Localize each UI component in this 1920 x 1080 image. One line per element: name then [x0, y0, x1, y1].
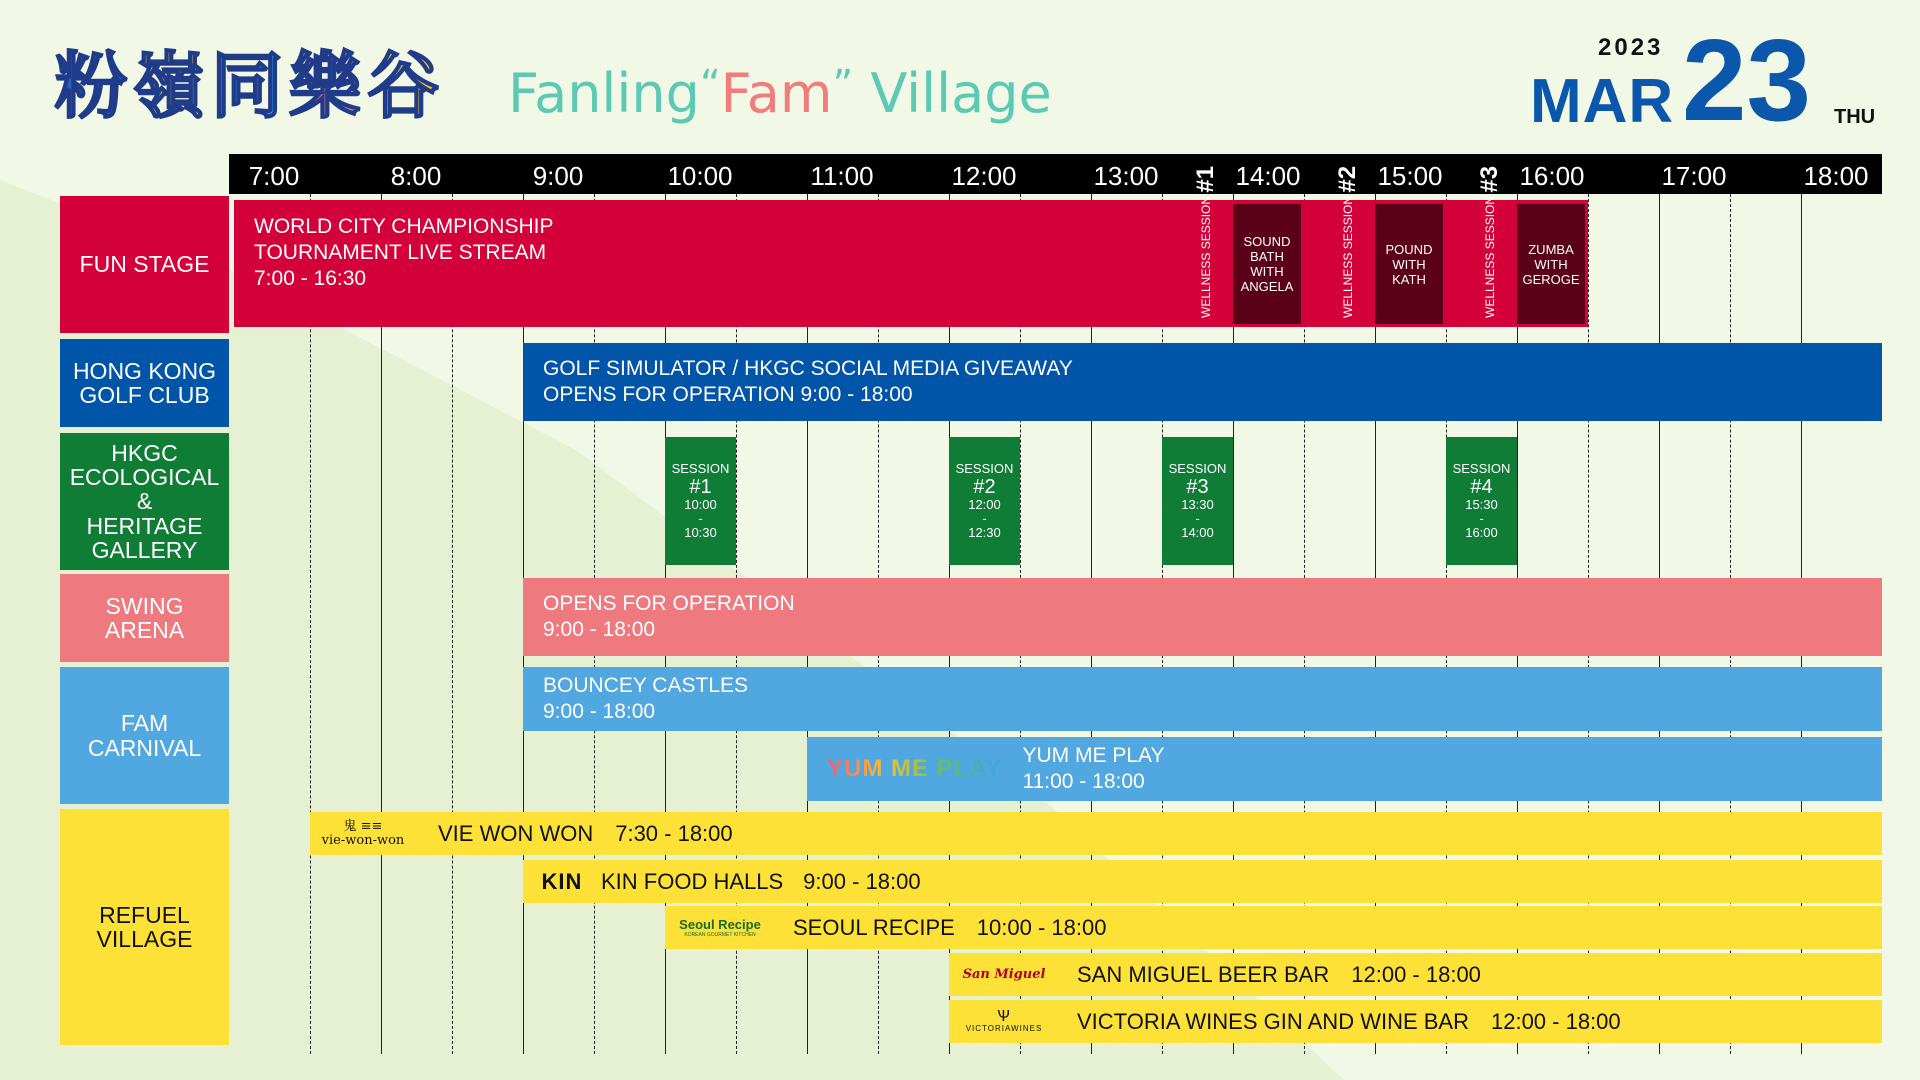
title-char: 嶺 — [133, 44, 208, 128]
event-title: BOUNCEY CASTLES — [543, 674, 749, 697]
event-title: TOURNAMENT LIVE STREAM — [254, 240, 547, 264]
event-title: YUM ME PLAY — [1022, 744, 1165, 767]
gallery-session-1: SESSION #1 10:00 - 10:30 — [665, 437, 736, 565]
wellness-label: WELLNESS SESSION #2 — [1334, 165, 1361, 318]
hour-label: 10:00 — [667, 161, 733, 191]
event-title: SEOUL RECIPE — [793, 914, 955, 940]
vie-won-won-logo: 鬼 ≡≡ vie-won-won — [321, 818, 405, 848]
wellness-label: WELLNESS SESSION #1 — [1192, 165, 1219, 318]
event-time: 11:00 - 18:00 — [1022, 770, 1145, 793]
san-miguel-event — [949, 953, 1882, 996]
gallery-session-4: SESSION #4 15:30 - 16:00 — [1446, 437, 1517, 565]
category-golf-club: HONG KONG GOLF CLUB — [60, 339, 229, 427]
san-miguel-logo: San Miguel — [962, 967, 1046, 982]
hour-label: 11:00 — [810, 161, 874, 191]
title-char: 谷 — [367, 44, 442, 128]
event-title: GOLF SIMULATOR / HKGC SOCIAL MEDIA GIVEAWAY — [543, 357, 1073, 380]
yum-me-play-logo: YUM ME PLAY — [827, 755, 1003, 782]
hour-label: 7:00 — [248, 161, 300, 191]
bouncey-castles-event — [523, 667, 1882, 731]
category-swing-arena: SWING ARENA — [60, 574, 229, 662]
event-time: 9:00 - 18:00 — [543, 618, 656, 641]
date-month: MAR — [1530, 67, 1675, 136]
hour-label: 13:00 — [1093, 161, 1159, 191]
hour-label: 9:00 — [532, 161, 584, 191]
seoul-recipe-event — [665, 906, 1882, 949]
kin-logo: KIN — [541, 868, 583, 894]
quote-close: ” — [832, 62, 854, 108]
title-char: 粉 — [55, 44, 130, 128]
victoria-wines-event — [949, 1000, 1882, 1043]
title-chinese — [55, 28, 445, 132]
category-fam-carnival: FAM CARNIVAL — [60, 667, 229, 804]
event-time: 9:00 - 18:00 — [543, 700, 656, 723]
category-fun-stage: FUN STAGE — [60, 196, 229, 333]
date-weekday: THU — [1834, 106, 1876, 128]
victoria-wines-logo: Ѱ VICTORIAWINES — [965, 1008, 1043, 1033]
kin-food-halls-event — [523, 860, 1882, 903]
title-en-fam: Fam — [720, 62, 833, 125]
hour-label: 18:00 — [1803, 161, 1869, 191]
category-refuel-village: REFUEL VILLAGE — [60, 809, 229, 1045]
event-time: 7:00 - 16:30 — [254, 266, 367, 290]
quote-open: “ — [699, 62, 721, 108]
title-english — [508, 62, 1052, 125]
category-gallery: HKGC ECOLOGICAL & HERITAGE GALLERY — [60, 433, 229, 570]
gallery-session-3: SESSION #3 13:30 - 14:00 — [1162, 437, 1233, 565]
vie-won-won-event — [310, 812, 1882, 855]
seoul-recipe-logo: Seoul Recipe KOREAN GOURMET KITCHEN — [679, 917, 761, 938]
yum-me-play-event — [807, 737, 1882, 801]
hour-label: 17:00 — [1661, 161, 1727, 191]
hour-label: 12:00 — [951, 161, 1017, 191]
title-char: 樂 — [289, 44, 364, 128]
hour-label: 16:00 — [1519, 161, 1585, 191]
title-char: 同 — [211, 44, 286, 128]
event-time: 7:30 - 18:00 — [615, 820, 733, 846]
title-en-post: Village — [870, 62, 1052, 125]
date-day: 23 — [1682, 15, 1812, 145]
gallery-session-2: SESSION #2 12:00 - 12:30 — [949, 437, 1020, 565]
event-title: WORLD CITY CHAMPIONSHIP — [254, 214, 554, 238]
event-time: OPENS FOR OPERATION 9:00 - 18:00 — [543, 383, 913, 406]
date-year: 2023 — [1598, 34, 1664, 61]
event-time: 12:00 - 18:00 — [1490, 1008, 1621, 1034]
event-time: 12:00 - 18:00 — [1351, 961, 1481, 987]
event-title: VICTORIA WINES GIN AND WINE BAR — [1077, 1008, 1469, 1034]
event-time: 10:00 - 18:00 — [976, 914, 1107, 940]
golf-event — [523, 343, 1882, 421]
hour-label: 8:00 — [390, 161, 442, 191]
event-title: OPENS FOR OPERATION — [543, 592, 795, 615]
wellness-label: WELLNESS SESSION #3 — [1476, 165, 1503, 318]
event-title: SAN MIGUEL BEER BAR — [1077, 961, 1330, 987]
event-title: VIE WON WON — [438, 820, 594, 846]
event-title: KIN FOOD HALLS — [601, 868, 784, 894]
wellness-session-3: ZUMBA WITH GEROGE — [1517, 204, 1585, 324]
time-header — [229, 154, 1882, 194]
hour-label: 14:00 — [1235, 161, 1301, 191]
swing-event — [523, 578, 1882, 656]
hour-label: 15:00 — [1377, 161, 1443, 191]
wellness-session-2: POUND WITH KATH — [1375, 204, 1443, 324]
event-time: 9:00 - 18:00 — [803, 868, 921, 894]
wellness-session-1: SOUND BATH WITH ANGELA — [1233, 204, 1301, 324]
title-en-pre: Fanling — [508, 62, 700, 125]
